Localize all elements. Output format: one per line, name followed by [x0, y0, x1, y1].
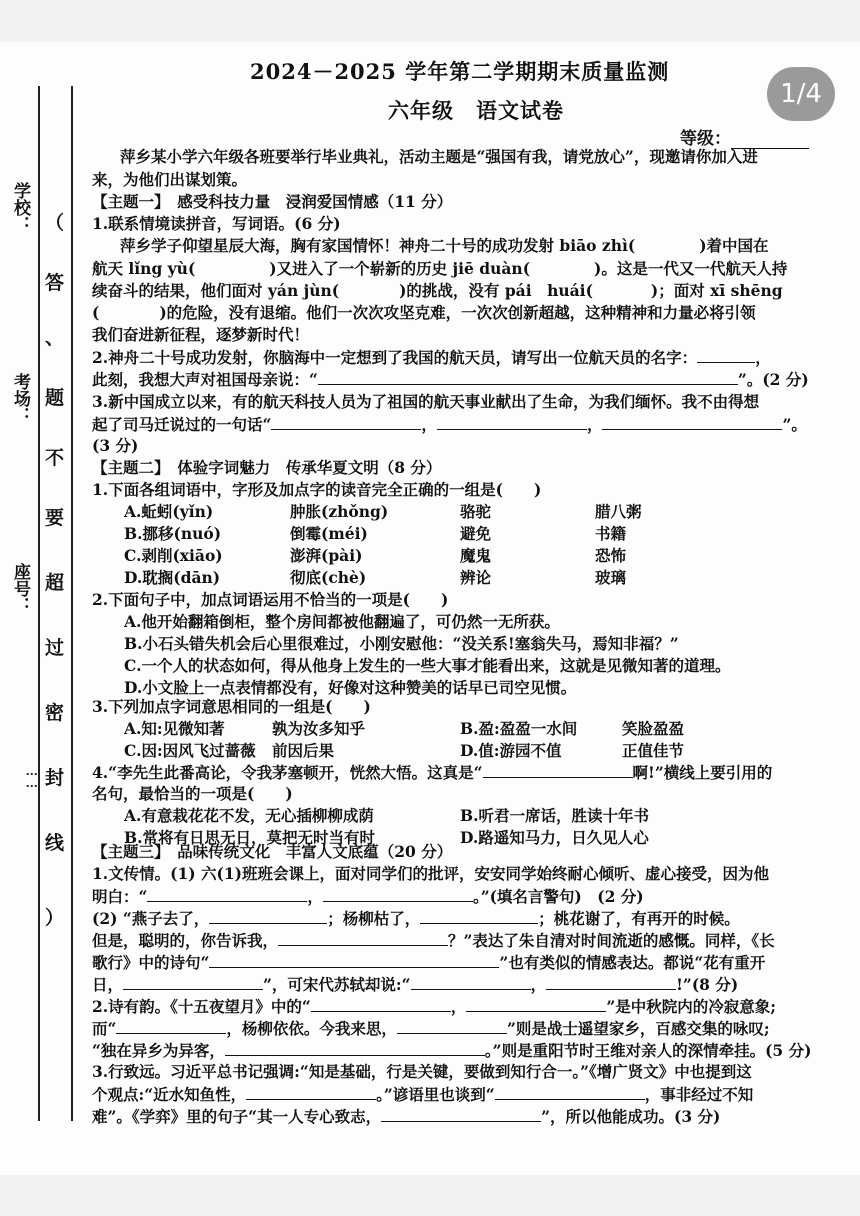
t2-q4-line2: 名句，最恰当的一项是( ): [92, 784, 293, 803]
t3-q3-line3: [92, 1105, 720, 1127]
text: ，: [307, 887, 323, 906]
text: 啊!”横线上要引用的: [632, 763, 773, 782]
seal-char: 题: [45, 387, 65, 409]
answer-blank[interactable]: [381, 1105, 541, 1122]
binding-line-inner: [71, 86, 73, 1121]
t1-q1-line2: [92, 258, 787, 279]
text: )着中国在: [699, 236, 769, 255]
option-cell[interactable]: D.值:游园不值: [460, 741, 562, 760]
school-label: 学校：: [10, 182, 30, 233]
t1-q2-line1: [92, 346, 771, 368]
text: 而“: [92, 1019, 117, 1038]
t1-q1-line5: 我们奋进新征程，逐梦新时代！: [92, 325, 310, 344]
t1-q3-line2: [92, 413, 807, 435]
answer-blank[interactable]: [278, 929, 448, 946]
option-cell: 骆驼: [460, 502, 492, 521]
option-cell: 笑脸盈盈: [622, 719, 685, 738]
option-cell: 玻璃: [595, 568, 627, 587]
text: )的挑战，没有 pái huái(: [399, 281, 593, 300]
option-cell: 腊八粥: [595, 502, 642, 521]
option-cell: 避免: [460, 524, 492, 543]
text: ，: [450, 997, 467, 1016]
text: !”(8 分): [676, 975, 739, 994]
answer-blank[interactable]: [697, 346, 755, 363]
option-cell[interactable]: A.有意栽花花不发，无心插柳柳成荫: [124, 806, 374, 825]
text: ；桃花谢了，有再开的时候。: [538, 909, 740, 928]
binding-line-outer: [38, 86, 40, 1121]
option-cell[interactable]: B.盈:盈盈一水间: [460, 719, 578, 738]
answer-blank[interactable]: [116, 1017, 226, 1034]
answer-blank[interactable]: [318, 368, 738, 385]
answer-blank[interactable]: [420, 907, 538, 924]
option-cell: 孰为汝多知乎: [272, 719, 366, 738]
option-cell: 彻底(chè): [290, 568, 367, 587]
text: 歌行》中的诗句“: [92, 953, 210, 972]
text: ，: [530, 975, 547, 994]
text: 2.神舟二十号成功发射，你脑海中一定想到了我国的航天员，请写出一位航天员的名字：: [92, 348, 698, 367]
t1-q3-line1: 3.新中国成立以来，有的航天科技人员为了祖国的航天事业献出了生命，为我们缅怀。我不由得想: [92, 392, 760, 411]
t1-q1-line3: [92, 280, 783, 301]
answer-blank[interactable]: [546, 973, 676, 990]
t1-q2-line2: [92, 368, 809, 390]
t3-q1-line5: [92, 951, 765, 973]
grade-label: 等级：: [680, 129, 731, 149]
answer-blank[interactable]: [323, 885, 473, 902]
text: 续奋斗的结果，他们面对 yán jùn(: [92, 281, 340, 300]
text: (: [92, 303, 100, 322]
t3-q3-line2: [92, 1083, 753, 1105]
t3-q2-line1: [92, 995, 776, 1017]
text: 个观点:“近水知鱼性，: [92, 1085, 247, 1104]
option-cell[interactable]: A.蚯蚓(yǐn): [124, 502, 214, 521]
t1-q1-line4: [92, 302, 756, 323]
text: 2.诗有韵。《十五夜望月》中的“: [92, 997, 311, 1016]
text: “独在异乡为异客，: [92, 1041, 225, 1060]
seal-char: 不: [45, 447, 65, 469]
seal-char: 要: [45, 507, 65, 529]
answer-blank[interactable]: [437, 413, 587, 430]
answer-blank[interactable]: [209, 907, 327, 924]
t1-q3-line3: (3 分): [92, 436, 139, 455]
t2-q2-title: 2.下面句子中，加点词语运用不恰当的一项是( ): [92, 590, 449, 609]
text: 日，: [92, 975, 124, 994]
answer-blank[interactable]: [209, 951, 499, 968]
text: )的危险，没有退缩。他们一次次攻坚克难，一次次创新超越，这种精神和力量必将引领: [159, 303, 756, 322]
text: ”也有类似的情感表达。都说“花有重开: [499, 953, 766, 972]
answer-blank[interactable]: [225, 1039, 485, 1056]
text: )；面对 xī shēng: [650, 281, 783, 300]
answer-blank[interactable]: [495, 1083, 645, 1100]
text: 起了司马迁说过的一句话“: [92, 415, 272, 434]
option-cell: 倒霉(méi): [290, 524, 368, 543]
text: ”，可宋代苏轼却说:“: [263, 975, 411, 994]
t3-q3-line1: 3.行致远。习近平总书记强调:“知是基础，行是关键，要做到知行合一。”《增广贤文》中也提到这: [92, 1062, 752, 1081]
text: 。”则是重阳节时王维对亲人的深情牵挂。(5 分): [484, 1041, 812, 1060]
answer-blank[interactable]: [271, 413, 421, 430]
answer-blank[interactable]: [466, 995, 606, 1012]
seal-char: 答: [45, 272, 65, 294]
text: ？”表达了朱自清对时间流逝的感慨。同样，《长: [448, 931, 775, 950]
seal-char: 密: [45, 702, 65, 724]
t2-q4-line1: [92, 761, 772, 783]
option-cell[interactable]: D.耽搁(dān): [124, 568, 221, 587]
seal-char: 封: [45, 767, 65, 789]
t3-q1-line2: [92, 885, 644, 907]
t1-q1-line1: [120, 235, 769, 256]
text: ”是中秋院内的冷寂意象;: [606, 997, 777, 1016]
text: 萍乡学子仰望星辰大海，胸有家国情怀！神舟二十号的成功发射 biāo zhì(: [120, 236, 636, 255]
option-cell: 魔鬼: [460, 546, 492, 565]
text: 4.“李先生此番高论，令我茅塞顿开，恍然大悟。这真是“: [92, 763, 483, 782]
text: ，: [421, 415, 437, 434]
t3-q1-line1: 1.文传情。(1) 六(1)班班会课上，面对同学们的批评，安安同学始终耐心倾听、虚心接受，因为他: [92, 864, 769, 883]
option-cell: 正值佳节: [622, 741, 685, 760]
option-cell: 前因后果: [272, 741, 335, 760]
exam-subtitle: 六年级 语文试卷: [388, 98, 564, 123]
t3-q2-line2: [92, 1017, 770, 1039]
text: )又进入了一个崭新的历史 jiē duàn(: [269, 259, 531, 278]
t3-q1-line6: [92, 973, 738, 995]
answer-blank[interactable]: [397, 1017, 507, 1034]
text: ；杨柳枯了，: [327, 909, 421, 928]
seal-char: 线: [45, 832, 65, 854]
answer-blank[interactable]: [411, 973, 531, 990]
exam-room-label: 考场：: [10, 373, 30, 424]
intro-line-1: 萍乡某小学六年级各班要举行毕业典礼，活动主题是“强国有我，请党放心”，现邀请你加入进: [120, 147, 758, 166]
t3-q2-line3: [92, 1039, 811, 1061]
text: (2) “燕子去了，: [92, 909, 210, 928]
answer-blank[interactable]: [602, 413, 782, 430]
page-badge: 1/4: [767, 67, 835, 121]
answer-blank[interactable]: [483, 761, 633, 778]
answer-blank[interactable]: [147, 885, 307, 902]
t1-q1-title: 1.联系情境读拼音，写词语。(6 分): [92, 214, 341, 233]
text: ，事非经过不知: [644, 1085, 754, 1104]
theme1-heading: 【主题一】 感受科技力量 浸润爱国情感（11 分）: [92, 192, 453, 211]
text: 此刻，我想大声对祖国母亲说：“: [92, 370, 318, 389]
t2-q1-title: 1.下面各组词语中，字形及加点字的读音完全正确的一组是( ): [92, 480, 542, 499]
seal-char: ）: [45, 907, 65, 929]
text: )。这是一代又一代航天人持: [594, 259, 788, 278]
exam-title: 2024－2025 学年第二学期期末质量监测: [250, 59, 670, 84]
t2-q3-title: 3.下列加点字词意思相同的一组是( ): [92, 697, 371, 716]
option-cell[interactable]: D.路遥知马力，日久见人心: [460, 828, 649, 847]
text: 。”(填名言警句) (2 分): [472, 887, 644, 906]
option-cell[interactable]: B.常将有日思无日，莫把无时当有时: [124, 828, 375, 847]
seal-char: 过: [45, 637, 65, 659]
option-cell[interactable]: A.知:见微知著: [124, 719, 225, 738]
binding-dots: ⋮⋮: [25, 768, 39, 792]
option-cell[interactable]: B.挪移(nuó): [124, 524, 222, 543]
text: 难”。《学弈》里的句子“其一人专心致志，: [92, 1107, 382, 1126]
text: 但是，聪明的，你告诉我，: [92, 931, 279, 950]
option-line[interactable]: B.小石头错失机会后心里很难过，小刚安慰他：“没关系!塞翁失马，焉知非福？”: [124, 634, 679, 653]
intro-line-2: 来，为他们出谋划策。: [92, 170, 248, 189]
text: ，杨柳依依。今我来思，: [226, 1019, 397, 1038]
option-cell[interactable]: C.因:因风飞过蔷薇: [124, 741, 256, 760]
t3-q1-line3: [92, 907, 740, 929]
text: 航天 lǐng yù(: [92, 259, 196, 278]
text: ”。(2 分): [737, 370, 809, 389]
answer-blank[interactable]: [311, 995, 451, 1012]
option-cell[interactable]: C.剥削(xiāo): [124, 546, 223, 565]
text: ”，所以他能成功。(3 分): [541, 1107, 721, 1126]
seal-char: 超: [45, 572, 65, 594]
option-cell: 辨论: [460, 568, 492, 587]
option-cell: 书籍: [595, 524, 627, 543]
option-cell: 澎湃(pài): [290, 546, 363, 565]
text: ”则是战士遥望家乡，百感交集的咏叹;: [506, 1019, 770, 1038]
text: 。”谚语里也谈到“: [376, 1085, 495, 1104]
option-line[interactable]: D.小文脸上一点表情都没有，好像对这种赞美的话早已司空见惯。: [124, 678, 577, 697]
option-line[interactable]: A.他开始翻箱倒柜，整个房间都被他翻遍了，可仍然一无所获。: [124, 612, 560, 631]
seat-label: 座号：: [10, 563, 30, 614]
answer-blank[interactable]: [246, 1083, 376, 1100]
option-cell: 肿胀(zhǒng): [290, 502, 389, 521]
text: ”。: [782, 415, 807, 434]
option-cell[interactable]: B.听君一席话，胜读十年书: [460, 806, 649, 825]
seal-char: （: [45, 212, 65, 234]
t3-q1-line4: [92, 929, 775, 951]
theme2-heading: 【主题二】 体验字词魅力 传承华夏文明（8 分）: [92, 458, 442, 477]
text: ，: [586, 415, 603, 434]
answer-blank[interactable]: [123, 973, 263, 990]
text: 明白：“: [92, 887, 148, 906]
option-cell: 恐怖: [595, 546, 627, 565]
text: ，: [755, 348, 771, 367]
seal-char: 、: [45, 327, 65, 349]
option-line[interactable]: C.一个人的状态如何，得从他身上发生的一些大事才能看出来，这就是见微知著的道理。: [124, 656, 731, 675]
theme3-heading: 【主题三】 品味传统文化 丰富人文底蕴（20 分）: [92, 842, 453, 861]
